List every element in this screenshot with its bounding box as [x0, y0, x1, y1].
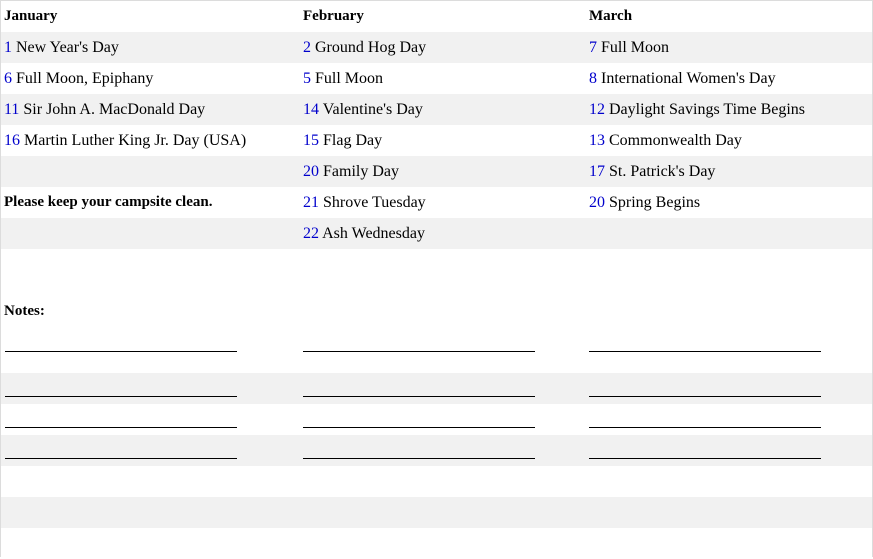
event-name: Family Day [323, 163, 399, 180]
event-name: Valentine's Day [322, 101, 423, 118]
event-mar-2 [589, 63, 776, 94]
day-number: 17 [589, 163, 605, 180]
note-line[interactable] [303, 458, 535, 459]
note-line[interactable] [5, 351, 237, 352]
event-mar-4 [589, 125, 742, 156]
event-row [1, 218, 872, 249]
event-name: Sir John A. MacDonald Day [23, 101, 206, 118]
event-row [1, 125, 872, 156]
note-line[interactable] [5, 458, 237, 459]
day-number: 13 [589, 132, 605, 149]
event-name: Full Moon, Epiphany [16, 70, 154, 87]
event-row [1, 94, 872, 125]
event-name: Full Moon [315, 70, 384, 87]
event-feb-3 [303, 94, 423, 125]
event-name: International Women's Day [601, 70, 776, 87]
event-jan-2 [4, 63, 153, 94]
blank-row [1, 528, 872, 559]
event-feb-1 [303, 32, 426, 63]
month-header-march: March [589, 8, 633, 24]
event-mar-5 [589, 156, 715, 187]
campsite-note: Please keep your campsite clean. [4, 194, 213, 210]
event-name: Martin Luther King Jr. Day (USA) [24, 132, 247, 149]
event-mar-6 [589, 187, 700, 218]
blank-row [1, 497, 872, 528]
note-row [1, 435, 872, 466]
month-header-row [1, 1, 872, 32]
blank-row [1, 466, 872, 497]
day-number: 14 [303, 101, 319, 118]
event-jan-1 [4, 32, 119, 63]
event-name: St. Patrick's Day [609, 163, 716, 180]
event-jan-4 [4, 125, 246, 156]
note-row [1, 373, 872, 404]
note-line[interactable] [303, 396, 535, 397]
event-name: Ash Wednesday [322, 225, 425, 242]
event-name: Commonwealth Day [609, 132, 742, 149]
event-name: Daylight Savings Time Begins [609, 101, 806, 118]
day-number: 1 [4, 39, 12, 56]
event-name: Full Moon [601, 39, 670, 56]
event-feb-6 [303, 187, 426, 218]
note-line[interactable] [5, 427, 237, 428]
note-line[interactable] [303, 351, 535, 352]
day-number: 11 [4, 101, 20, 118]
note-line[interactable] [589, 458, 821, 459]
event-name: Ground Hog Day [315, 39, 427, 56]
note-line[interactable] [589, 427, 821, 428]
day-number: 2 [303, 39, 311, 56]
event-name: Flag Day [323, 132, 383, 149]
event-feb-4 [303, 125, 382, 156]
day-number: 5 [303, 70, 311, 87]
event-mar-3 [589, 94, 805, 125]
day-number: 8 [589, 70, 597, 87]
day-number: 20 [303, 163, 319, 180]
day-number: 7 [589, 39, 597, 56]
event-feb-7 [303, 218, 425, 249]
event-row [1, 63, 872, 94]
day-number: 6 [4, 70, 12, 87]
event-feb-5 [303, 156, 399, 187]
day-number: 15 [303, 132, 319, 149]
event-name: New Year's Day [16, 39, 119, 56]
day-number: 21 [303, 194, 319, 211]
day-number: 22 [303, 225, 319, 242]
day-number: 20 [589, 194, 605, 211]
event-row [1, 187, 872, 218]
note-line[interactable] [589, 396, 821, 397]
day-number: 12 [589, 101, 605, 118]
note-line[interactable] [5, 396, 237, 397]
event-jan-3 [4, 94, 205, 125]
month-header-january: January [4, 8, 58, 24]
event-row [1, 32, 872, 63]
month-header-february: February [303, 8, 364, 24]
event-name: Shrove Tuesday [323, 194, 426, 211]
note-line[interactable] [303, 427, 535, 428]
note-row [1, 404, 872, 435]
day-number: 16 [4, 132, 20, 149]
event-name: Spring Begins [609, 194, 701, 211]
event-feb-2 [303, 63, 383, 94]
event-mar-1 [589, 32, 669, 63]
notes-label: Notes: [4, 303, 45, 319]
note-line[interactable] [589, 351, 821, 352]
event-row [1, 156, 872, 187]
